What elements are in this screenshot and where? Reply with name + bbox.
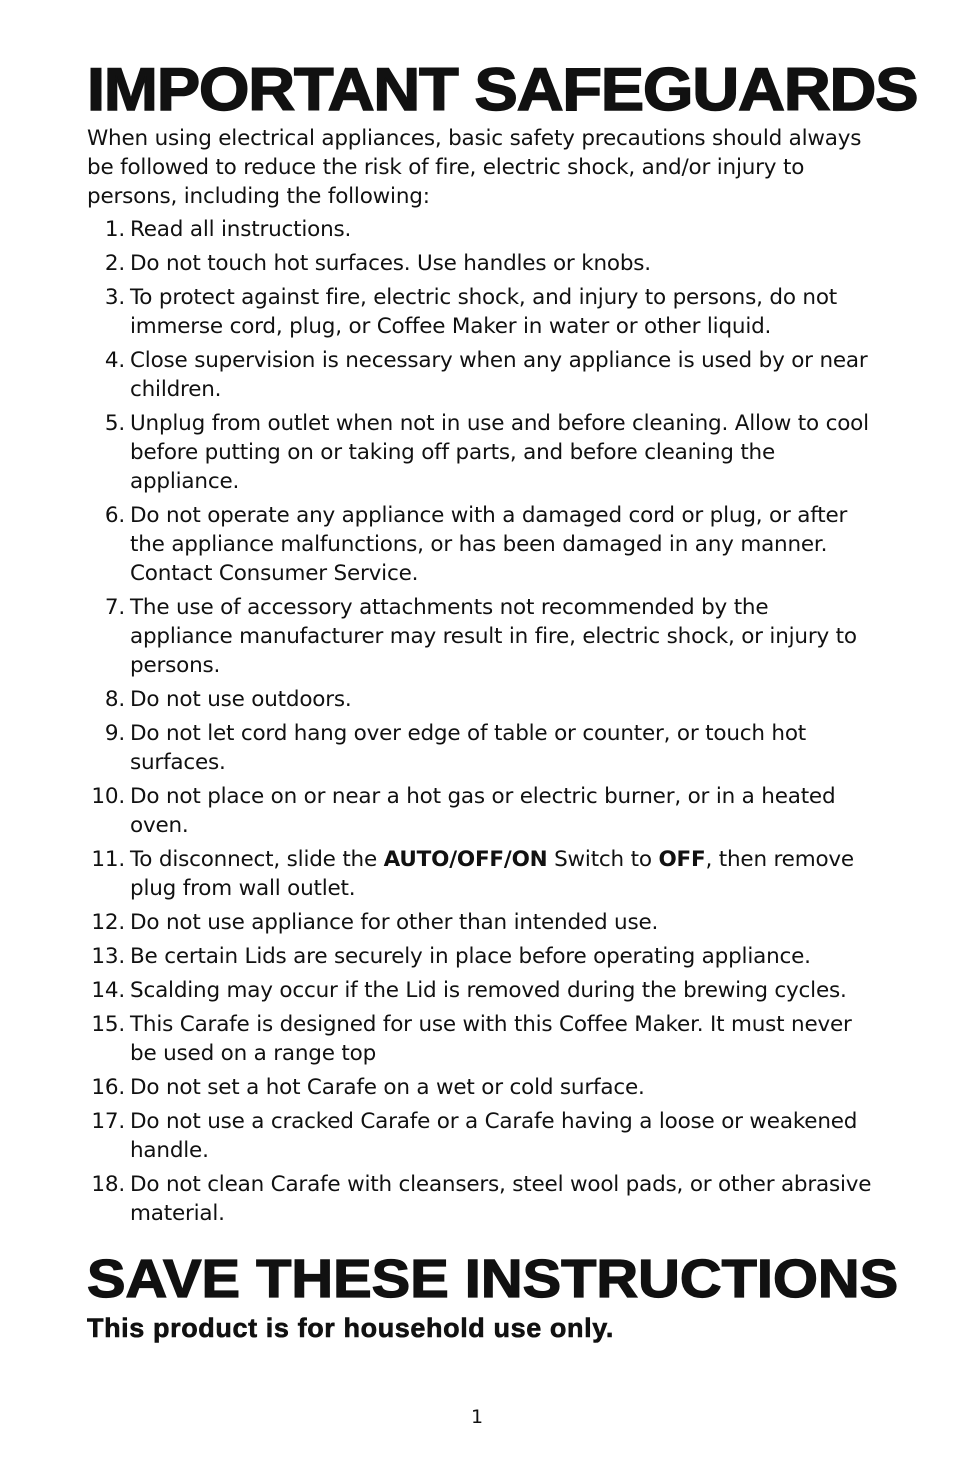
list-item [87, 685, 877, 714]
list-item [87, 501, 877, 588]
item-number: 1. [104, 217, 125, 242]
item-number: 7. [104, 595, 125, 620]
item-text: Close supervision is necessary when any appliance is used by or near children. [130, 348, 868, 402]
item-text: Do not touch hot surfaces. Use handles or knobs. [130, 251, 651, 276]
list-item [87, 215, 877, 244]
item-text-part: , then remove plug from wall outlet. [130, 847, 854, 901]
item-text: Do not set a hot Carafe on a wet or cold surface. [130, 1075, 645, 1100]
item-text: The use of accessory attachments not recommended by the appliance manufacturer may result in fire, electric shock, or injury to persons. [130, 595, 857, 678]
page-title: IMPORTANT SAFEGUARDS [87, 56, 918, 123]
item-text: Scalding may occur if the Lid is removed during the brewing cycles. [130, 978, 847, 1003]
item-text: Do not use a cracked Carafe or a Carafe having a loose or weakened handle. [130, 1109, 858, 1163]
list-item [87, 942, 877, 971]
item-text: Be certain Lids are securely in place before operating appliance. [130, 944, 811, 969]
item-number: 4. [104, 348, 125, 373]
page-number: 1 [470, 1406, 484, 1428]
item-text: Do not clean Carafe with cleansers, steel wool pads, or other abrasive material. [130, 1172, 872, 1226]
item-number: 14. [91, 978, 125, 1003]
item-text: Do not use appliance for other than intended use. [130, 910, 659, 935]
list-item [87, 409, 877, 496]
list-item [87, 1073, 877, 1102]
item-text [130, 847, 854, 901]
item-number: 11. [91, 847, 125, 872]
item-number: 3. [104, 285, 125, 310]
save-instructions-heading: SAVE THESE INSTRUCTIONS [87, 1249, 899, 1309]
list-item [87, 346, 877, 404]
list-item [87, 249, 877, 278]
safeguards-list [87, 215, 877, 1228]
list-item [87, 845, 877, 903]
item-text: Read all instructions. [130, 217, 352, 242]
item-number: 12. [91, 910, 125, 935]
item-number: 16. [91, 1075, 125, 1100]
switch-label: AUTO/OFF/ON [383, 847, 548, 872]
item-number: 2. [104, 251, 125, 276]
item-text-part: Switch to [547, 847, 659, 872]
item-number: 13. [91, 944, 125, 969]
list-item [87, 1170, 877, 1228]
list-item [87, 782, 877, 840]
list-item [87, 908, 877, 937]
item-number: 15. [91, 1012, 125, 1037]
item-number: 9. [104, 721, 125, 746]
item-number: 6. [104, 503, 125, 528]
item-text: Do not operate any appliance with a damaged cord or plug, or after the appliance malfunctions, or has been damaged in any manner. Contact Consumer Service. [130, 503, 848, 586]
item-number: 8. [104, 687, 125, 712]
item-text: Unplug from outlet when not in use and before cleaning. Allow to cool before putting on or taking off parts, and before cleaning the appliance. [130, 411, 869, 494]
list-item [87, 283, 877, 341]
list-item [87, 593, 877, 680]
item-text: Do not let cord hang over edge of table or counter, or touch hot surfaces. [130, 721, 807, 775]
household-use-note: This product is for household use only. [87, 1313, 614, 1343]
item-text: Do not use outdoors. [130, 687, 352, 712]
item-number: 18. [91, 1172, 125, 1197]
list-item [87, 976, 877, 1005]
safeguards-page [87, 56, 918, 1344]
intro-paragraph: When using electrical appliances, basic safety precautions should always be followed to reduce the risk of fire, electric shock, and/or injury to persons, including the following: [87, 126, 862, 209]
item-text: To protect against fire, electric shock, and injury to persons, do not immerse cord, plug, or Coffee Maker in water or other liquid. [130, 285, 838, 339]
item-text: This Carafe is designed for use with this Coffee Maker. It must never be used on a range top [130, 1012, 852, 1066]
off-label: OFF [658, 847, 706, 872]
item-number: 17. [91, 1109, 125, 1134]
item-text: Do not place on or near a hot gas or electric burner, or in a heated oven. [130, 784, 836, 838]
item-number: 10. [91, 784, 125, 809]
item-text-part: To disconnect, slide the [130, 847, 384, 872]
list-item [87, 719, 877, 777]
item-number: 5. [104, 411, 125, 436]
list-item [87, 1010, 877, 1068]
list-item [87, 1107, 877, 1165]
